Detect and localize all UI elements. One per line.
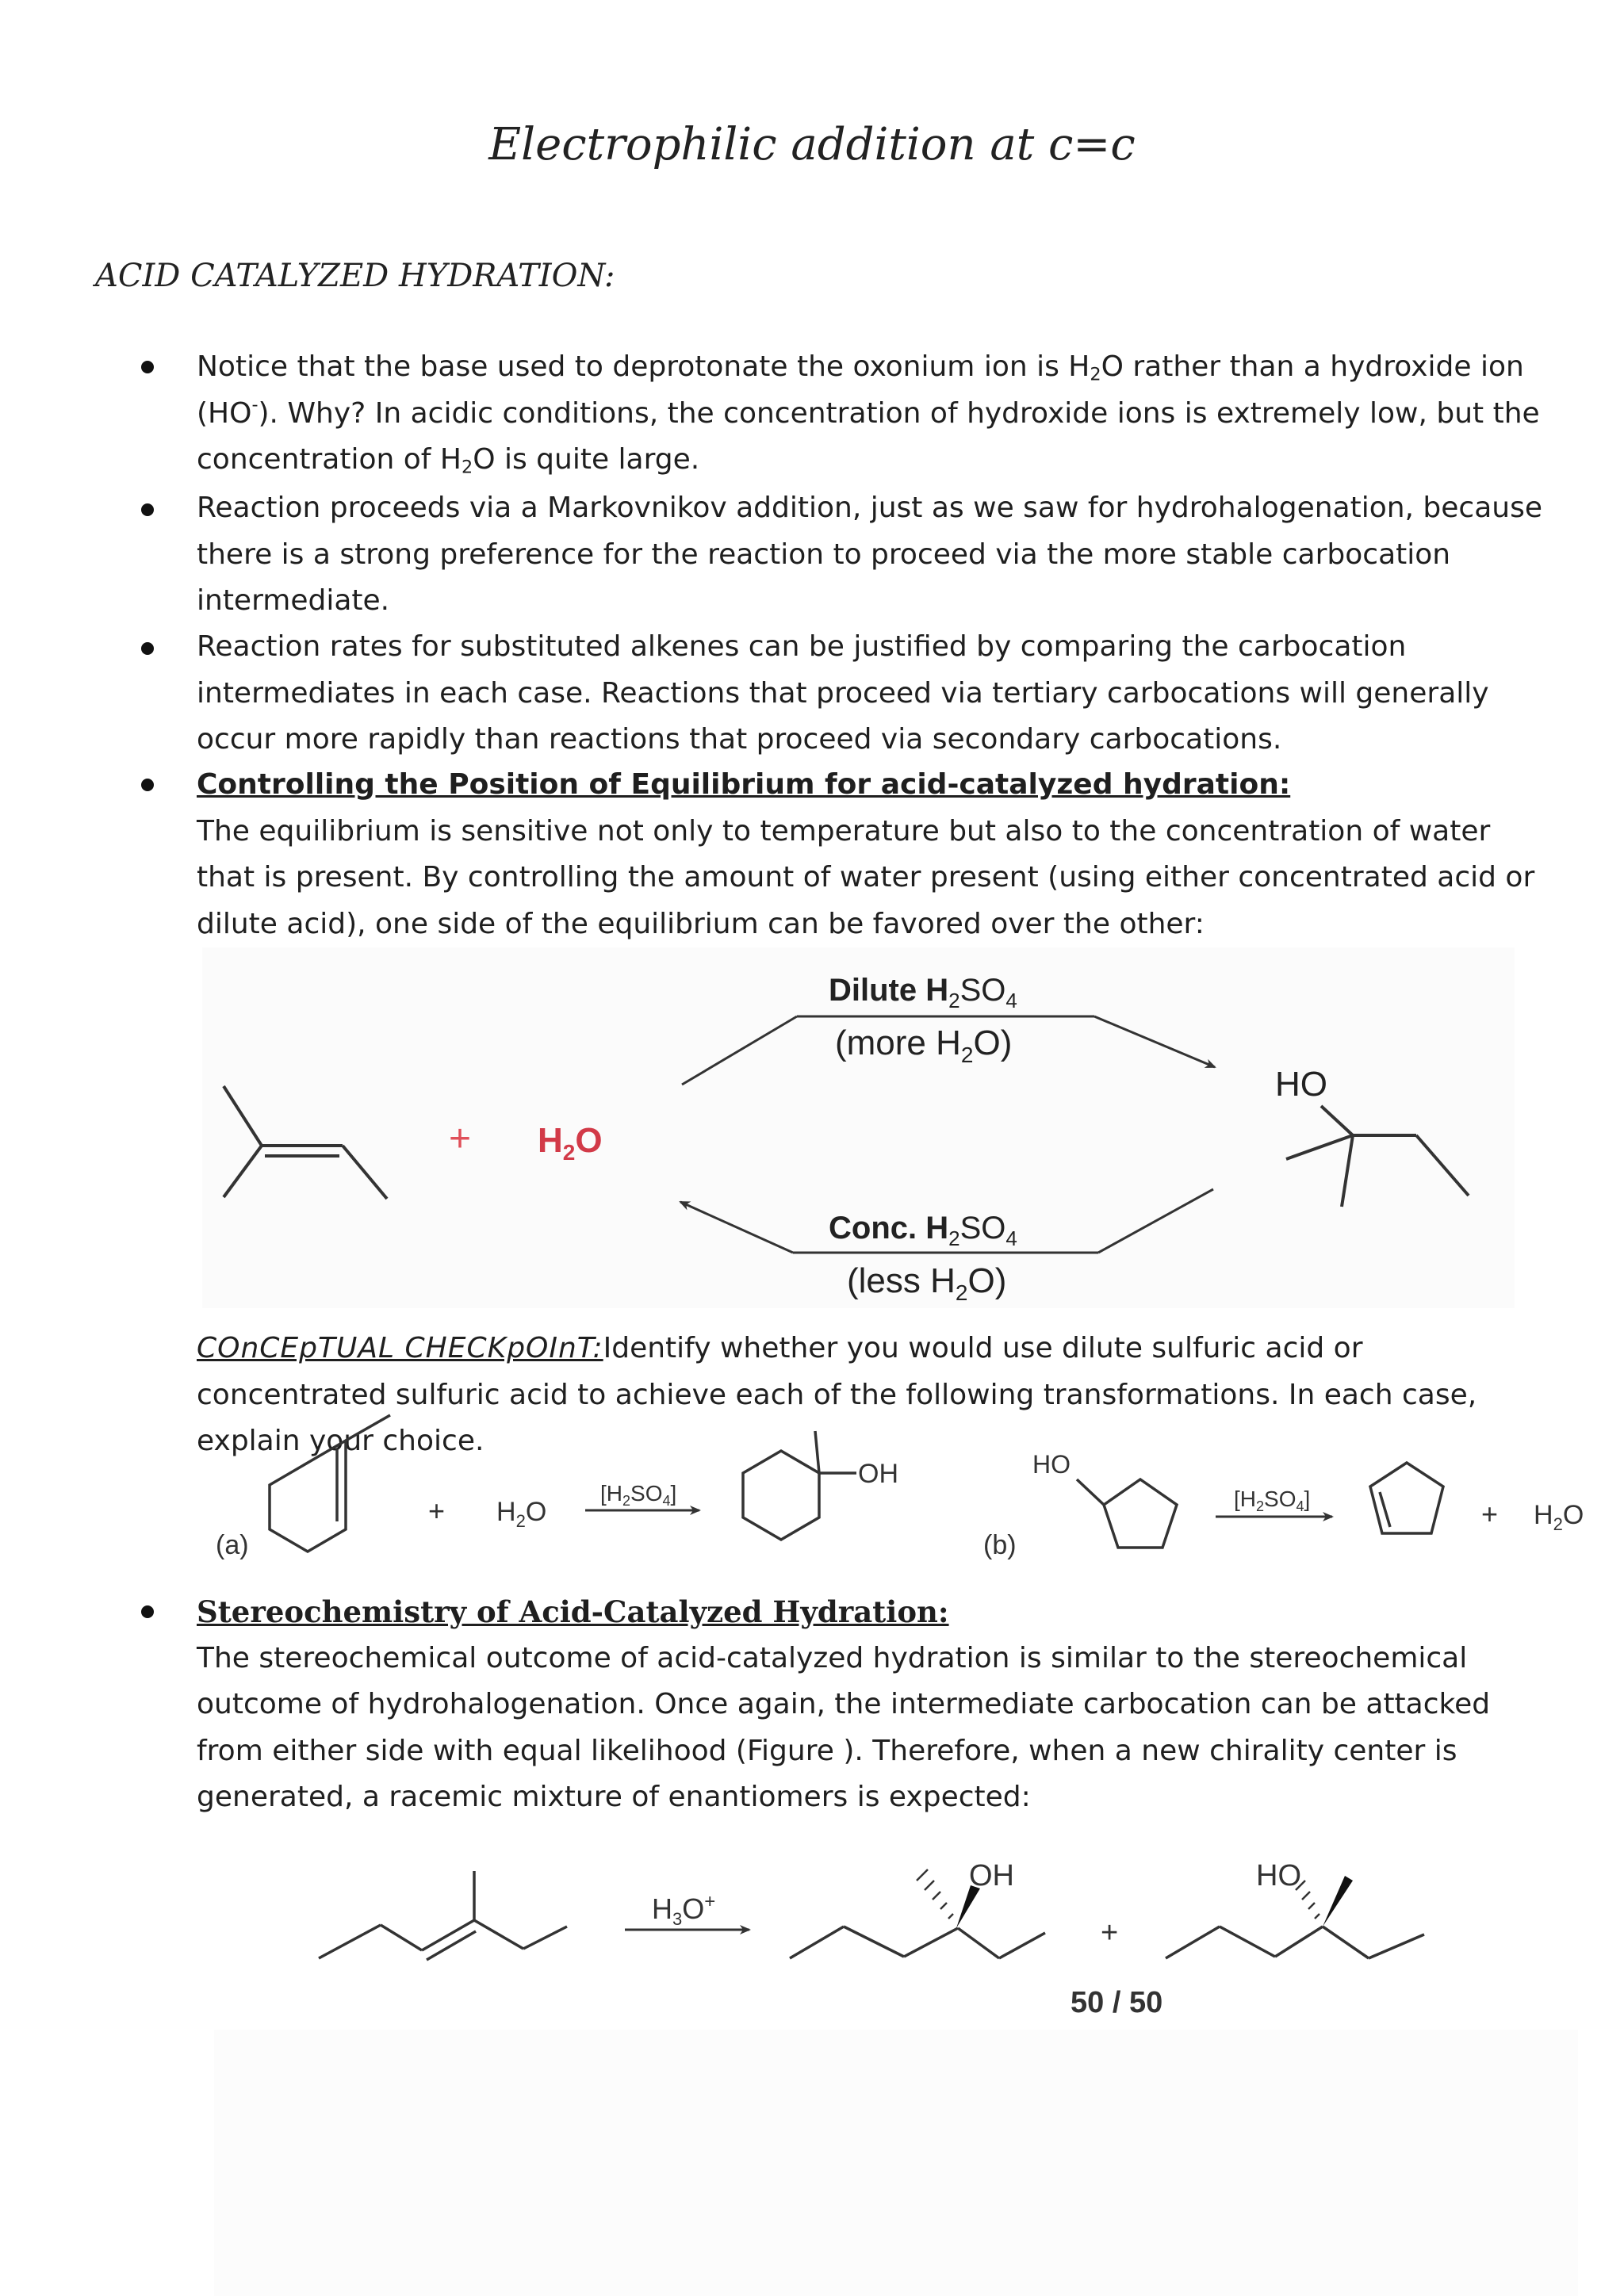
alcohol-enantiomer-2 [1166,1927,1424,1958]
page-title: Electrophilic addition at c=c [488,119,1136,170]
equilibrium-description: The equilibrium is sensitive not only to temperature but also to the concentration of water that is present. By controlling the amount of water present (using either concentrated acid or dilute acid), one side of the equilibrium can be favored over the other: [197,814,1535,940]
reagent-a: $[H_2SO_4]$ [600,1481,677,1509]
checkpoint-text: Identify whether you would use dilute sulfuric acid or concentrated sulfuric acid to achieve each of the following transformations. In each case, explain your choice. [197,1332,1477,1457]
start-b-hydroxyl-label: HO [1032,1450,1071,1479]
plus-sign: + [1101,1916,1119,1950]
bullet-paragraph-2: Reaction proceeds via a Markovnikov addition, just as we saw for hydrohalogenation, because there is a strong preference for the reaction to proceed via the more stable carbocation intermediate. [197,492,1543,617]
product1-hydroxyl-label: OH [969,1859,1014,1892]
reverse-condition-water: (less $H_2O$) [847,1261,1007,1305]
forward-condition-water: (more $H_2O$) [835,1024,1013,1067]
page-number: 50 / 50 [1071,1986,1163,2019]
stereochemistry-description: The stereochemical outcome of acid-catalyzed hydration is similar to the stereochemical outcome of hydrohalogenation. Once again, the intermediate carbocation can be attacked from either side with equal likelihood (Figure ). Therefore, when a new chirality center is generated, a racemic mixture of enantiomers is expected: [197,1641,1491,1813]
hashed-bond-1 [917,1869,953,1919]
reverse-condition-acid: Conc. $H_2SO_4$ [829,1211,1017,1250]
bullet-paragraph-3: Reaction rates for substituted alkenes can be justified by comparing the carbocation intermediates in each case. Reactions that proceed via tertiary carbocations will generally occur more rapidly than reactions that proceed via secondary carbocations. [197,630,1489,756]
label-b: (b) [983,1530,1017,1560]
subsection-heading-equilibrium: Controlling the Position of Equilibrium for acid-catalyzed hydration: [197,768,1291,801]
section-heading: ACID CATALYZED HYDRATION: [95,258,615,294]
product-hydroxyl-label: HO [1275,1065,1327,1104]
subsection-heading-stereochemistry: Stereochemistry of Acid-Catalyzed Hydration: [197,1594,949,1629]
forward-condition-acid: Dilute $H_2SO_4$ [829,973,1017,1012]
label-a: (a) [216,1530,249,1560]
alkene-substrate [319,1871,567,1960]
water-reactant: $H_2O$ [538,1121,603,1165]
product2-hydroxyl-label: HO [1256,1859,1301,1892]
plus-sign-a: + [428,1494,446,1527]
reagent-hydronium: $H_3O^+$ [652,1891,716,1929]
water-a: $H_2O$ [496,1497,547,1531]
reagent-b: $[H_2SO_4]$ [1234,1487,1311,1514]
plus-sign-b: + [1481,1498,1499,1530]
plus-sign: + [449,1118,472,1160]
wedge-bond-2 [1323,1876,1353,1927]
water-b: $H_2O$ [1534,1500,1584,1534]
alcohol-enantiomer-1 [790,1927,1045,1958]
checkpoint-label: COnCEpTUAL CHECKpOInT: [197,1332,603,1364]
bullet-paragraph-1: Notice that the base used to deprotonate the oxonium ion is $H_2O$ rather than a hydroxide ion (HO-). Why? In acidic conditions, the concentration of hydroxide ions is extremely low, but the concentration of $H_2O$ is quite large. [197,350,1540,478]
product-a-hydroxyl-label: OH [858,1459,898,1489]
